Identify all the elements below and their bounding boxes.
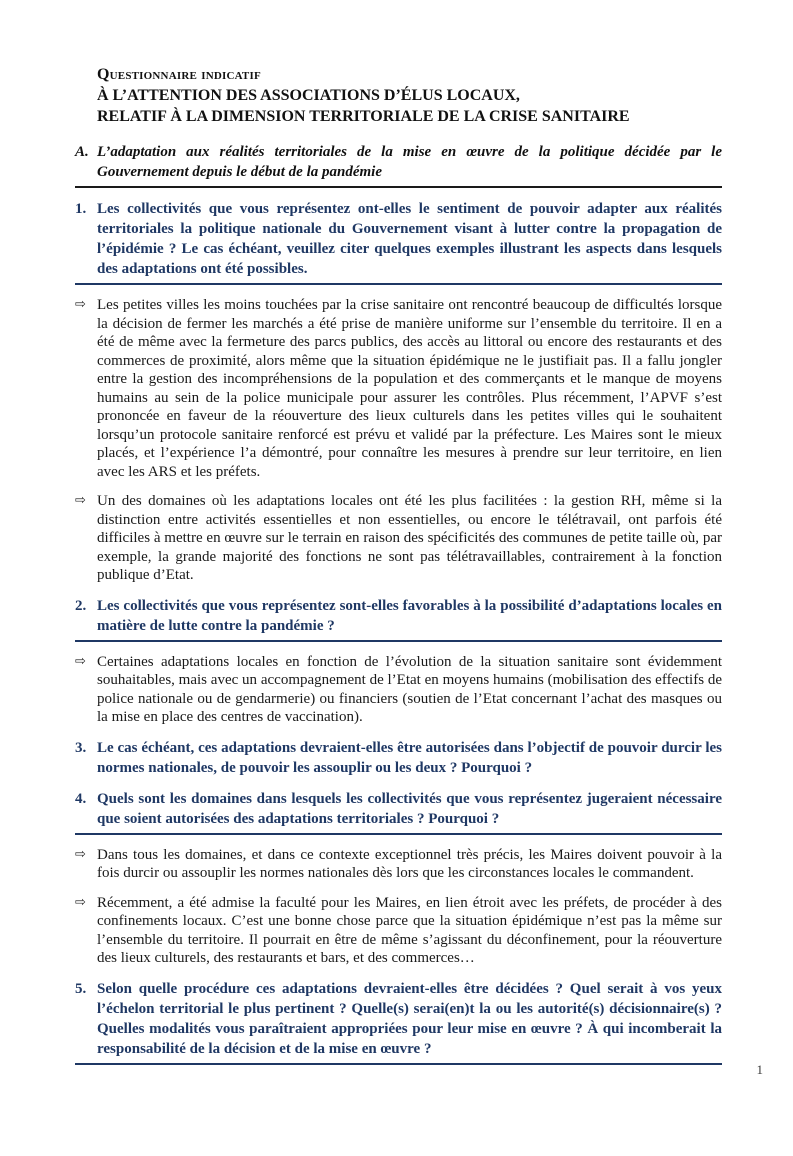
answer-bullet-4 — [75, 846, 722, 883]
answer-bullet-1 — [75, 296, 722, 481]
title-line-2: À L’ATTENTION DES ASSOCIATIONS D’ÉLUS LOCAUX, — [97, 87, 520, 104]
question-3-number: 3. — [75, 739, 87, 756]
question-2 — [75, 596, 722, 642]
answer-bullet-5 — [75, 894, 722, 968]
question-4-number: 4. — [75, 790, 87, 807]
question-1-number: 1. — [75, 201, 87, 217]
title-line-1: Questionnaire indicatif — [97, 66, 261, 83]
answer-bullet-5-text: Récemment, a été admise la faculté pour les Maires, en lien étroit avec les préfets, de procéder à des confinements locaux. C’est une bonne chose parce que la situation épidémique n’est pas la même sur l’ensemble du territoire. Il pourrait en être de même s’agissant du déconfinement, pour la réouverture des lieux culturels, des restaurants et bars, et des commerces… — [97, 894, 722, 966]
arrow-bullet-icon: ⇨ — [75, 846, 86, 862]
arrow-bullet-icon: ⇨ — [75, 297, 86, 312]
title-line-3: RELATIF À LA DIMENSION TERRITORIALE DE LA CRISE SANITAIRE — [97, 108, 630, 125]
arrow-bullet-icon: ⇨ — [75, 493, 86, 508]
arrow-bullet-icon: ⇨ — [75, 653, 86, 669]
question-1-text: Les collectivités que vous représentez ont-elles le sentiment de pouvoir adapter aux réalités territoriales la politique nationale du Gouvernement visant à lutter contre la propagation de l’épidémie ? Le cas échéant, veuillez citer quelques exemples illustrant les aspects dans lesquels des adaptations ont été possibles. — [97, 201, 722, 277]
answer-bullet-3-text: Certaines adaptations locales en fonction de l’évolution de la situation sanitaire sont évidemment souhaitables, mais avec un accompagnement de l’Etat en moyens humains (mobilisation des effectifs de police nationale ou de gendarmerie) ou financiers (soutien de l’Etat concernant l’achat des masques ou la mise en place des centres de vaccination). — [97, 653, 722, 725]
document-title — [97, 64, 722, 127]
answer-bullet-4-text: Dans tous les domaines, et dans ce contexte exceptionnel très précis, les Maires doivent pouvoir à la fois durcir ou assouplir les normes nationales dès lors que les circonstances locales le commandent. — [97, 846, 722, 881]
arrow-bullet-icon: ⇨ — [75, 894, 86, 910]
answer-bullet-2 — [75, 492, 722, 585]
question-5-number: 5. — [75, 980, 87, 997]
question-3 — [75, 738, 722, 778]
question-5-text: Selon quelle procédure ces adaptations devraient-elles être décidées ? Quel serait à vos yeux l’échelon territorial le plus pertinent ? Quelle(s) serai(en)t la ou les autorité(s) décisionnaire(s) ? Quelles modalités vous paraîtraient appropriées pour leur mise en œuvre ? À qui incomberait la responsabilité de la décision et de la mise en œuvre ? — [97, 980, 722, 1057]
question-2-text: Les collectivités que vous représentez sont-elles favorables à la possibilité d’adaptations locales en matière de lutte contre la pandémie ? — [97, 597, 722, 634]
question-4 — [75, 789, 722, 835]
answer-bullet-3 — [75, 653, 722, 727]
question-4-text: Quels sont les domaines dans lesquels les collectivités que vous représentez jugeraient nécessaire que soient autorisées des adaptations territoriales ? Pourquoi ? — [97, 790, 722, 827]
section-a-marker: A. — [75, 144, 89, 160]
question-2-number: 2. — [75, 597, 87, 614]
page-number: 1 — [756, 1062, 763, 1077]
question-3-text: Le cas échéant, ces adaptations devraient-elles être autorisées dans l’objectif de pouvoir durcir les normes nationales, de pouvoir les assouplir ou les deux ? Pourquoi ? — [97, 739, 722, 776]
answer-bullet-2-text: Un des domaines où les adaptations locales ont été les plus facilitées : la gestion RH, même si la distinction entre activités essentielles et non essentielles, ou encore le télétravail, ont parfois été difficiles à mettre en œuvre sur le terrain en raison des spécificités des communes de petite taille où, par exemple, la grande majorité des fonctions ne sont pas télétravaillables, contrairement à la fonction publique d’Etat. — [97, 493, 722, 583]
question-1 — [75, 199, 722, 285]
section-a-heading — [75, 142, 722, 188]
question-5 — [75, 979, 722, 1065]
answer-bullet-1-text: Les petites villes les moins touchées par la crise sanitaire ont rencontré beaucoup de difficultés lorsque la décision de fermer les marchés a été prise de manière uniforme sur l’ensemble du territoire. Il en a été de même avec la fermeture des parcs publics, des accès au littoral ou encore des restaurants et des commerces de proximité, alors même que la situation épidémique ne le justifiait pas. Il a fallu jongler entre la gestion des incompréhensions de la population et des commerçants et le manque de moyens humains au sein de la police municipale pour assurer les contrôles. Plus récemment, l’APVF s’est prononcée en faveur de la réouverture des lieux culturels dans les petites villes qui le souhaitent lorsqu’un protocole sanitaire renforcé est prévu et validé par la préfecture. Les Maires sont le mieux placés, et l’expérience l’a démontré, pour connaître les mesures à prendre sur leur territoire, en lien avec les ARS et les préfets. — [97, 297, 722, 480]
section-a-text: L’adaptation aux réalités territoriales de la mise en œuvre de la politique décidée par le Gouvernement depuis le début de la pandémie — [97, 144, 722, 180]
